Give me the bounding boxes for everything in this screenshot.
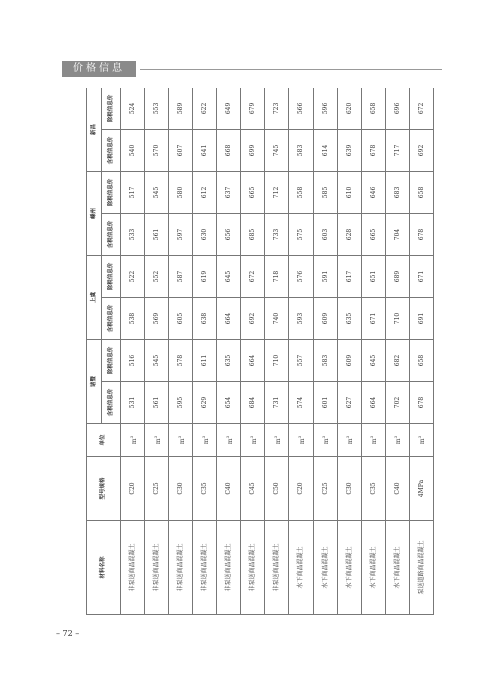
price-cell: 678 (361, 129, 385, 171)
unit-cell (361, 424, 385, 457)
price-cell: 583 (289, 129, 313, 171)
price-cell: 612 (193, 171, 217, 213)
price-cell: 589 (169, 88, 193, 129)
price-cell: 689 (385, 255, 409, 297)
unit-cell (145, 424, 169, 457)
price-cell: 696 (385, 88, 409, 129)
price-cell: 668 (217, 129, 241, 171)
price-cell: 622 (193, 88, 217, 129)
table-row (361, 88, 385, 615)
price-cell: 635 (337, 297, 361, 339)
unit-cell (313, 424, 337, 457)
material-name-cell: 水下商品混凝土 (385, 521, 409, 615)
unit-cell (241, 424, 265, 457)
price-cell: 591 (313, 255, 337, 297)
table-row (289, 88, 313, 615)
material-name-cell: 水下商品混凝土 (337, 521, 361, 615)
table-row (193, 88, 217, 615)
price-cell: 717 (385, 129, 409, 171)
unit-superscript: 3 (369, 435, 375, 439)
price-cell: 639 (337, 129, 361, 171)
price-cell: 614 (313, 129, 337, 171)
price-cell: 733 (265, 213, 289, 255)
spec-cell: C20 (121, 457, 145, 521)
price-cell: 678 (409, 382, 433, 424)
price-cell: 524 (121, 88, 145, 129)
unit-cell (169, 424, 193, 457)
unit-superscript: 3 (296, 435, 302, 439)
header-material: 材料名称 (87, 521, 121, 615)
price-cell: 585 (313, 171, 337, 213)
price-cell: 574 (289, 382, 313, 424)
spec-cell: C20 (289, 457, 313, 521)
header-city: 嵊州 (87, 171, 102, 255)
unit-cell (121, 424, 145, 457)
spec-cell: C30 (337, 457, 361, 521)
unit-text: m (226, 438, 234, 445)
spec-cell: C30 (169, 457, 193, 521)
header-city: 上虞 (87, 255, 102, 339)
spec-cell: 4MPa (409, 457, 433, 521)
price-cell: 699 (241, 129, 265, 171)
price-cell: 658 (361, 88, 385, 129)
price-cell: 595 (169, 382, 193, 424)
price-cell: 607 (169, 129, 193, 171)
unit-cell (265, 424, 289, 457)
price-cell: 641 (193, 129, 217, 171)
price-cell: 538 (121, 297, 145, 339)
spec-cell: C45 (241, 457, 265, 521)
price-cell: 671 (361, 297, 385, 339)
unit-text: m (154, 438, 162, 445)
unit-text: m (250, 438, 258, 445)
price-cell: 597 (169, 213, 193, 255)
table-body (121, 88, 434, 615)
section-title: 价格信息 (62, 61, 136, 77)
header-unit: 单位 (87, 424, 121, 457)
header-spec: 型号规格 (87, 457, 121, 521)
price-cell: 637 (217, 171, 241, 213)
unit-text: m (130, 438, 138, 445)
price-cell: 671 (409, 255, 433, 297)
price-cell: 630 (193, 213, 217, 255)
table-row (337, 88, 361, 615)
unit-cell (385, 424, 409, 457)
price-cell: 522 (121, 255, 145, 297)
price-cell: 664 (361, 382, 385, 424)
price-cell: 578 (169, 339, 193, 381)
price-cell: 583 (313, 339, 337, 381)
spec-cell: C25 (313, 457, 337, 521)
header-tax-in: 含税信息价 (102, 382, 121, 424)
header-tax-ex: 除税信息价 (102, 339, 121, 381)
price-cell: 710 (385, 297, 409, 339)
unit-cell (289, 424, 313, 457)
unit-text: m (371, 438, 379, 445)
price-cell: 558 (289, 171, 313, 213)
header-tax-ex: 除税信息价 (102, 171, 121, 213)
unit-cell (337, 424, 361, 457)
price-cell: 710 (265, 339, 289, 381)
price-cell: 552 (145, 255, 169, 297)
table-row (145, 88, 169, 615)
price-cell: 672 (241, 255, 265, 297)
material-name-cell: 水下商品混凝土 (313, 521, 337, 615)
unit-superscript: 3 (224, 435, 230, 439)
unit-text: m (274, 438, 282, 445)
price-cell: 664 (241, 339, 265, 381)
price-cell: 656 (217, 213, 241, 255)
price-cell: 561 (145, 213, 169, 255)
price-cell: 745 (265, 129, 289, 171)
price-cell: 557 (289, 339, 313, 381)
price-cell: 553 (145, 88, 169, 129)
material-name-cell: 非泵送商品混凝土 (145, 521, 169, 615)
price-cell: 517 (121, 171, 145, 213)
table-row (265, 88, 289, 615)
price-cell: 704 (385, 213, 409, 255)
unit-text: m (202, 438, 210, 445)
unit-text: m (347, 438, 355, 445)
header-tax-in: 含税信息价 (102, 213, 121, 255)
table-row (241, 88, 265, 615)
price-cell: 531 (121, 382, 145, 424)
price-cell: 638 (193, 297, 217, 339)
price-cell: 649 (217, 88, 241, 129)
price-cell: 545 (145, 339, 169, 381)
spec-cell: C40 (217, 457, 241, 521)
price-cell: 658 (409, 171, 433, 213)
section-header (62, 61, 442, 77)
header-tax-ex: 除税信息价 (102, 88, 121, 129)
price-cell: 569 (145, 297, 169, 339)
price-cell: 593 (289, 297, 313, 339)
price-cell: 629 (193, 382, 217, 424)
price-cell: 712 (265, 171, 289, 213)
price-cell: 682 (385, 339, 409, 381)
price-table-frame (86, 88, 434, 615)
price-cell: 609 (313, 297, 337, 339)
price-cell: 692 (241, 297, 265, 339)
price-cell: 646 (361, 171, 385, 213)
header-city: 新昌 (87, 88, 102, 171)
unit-text: m (178, 438, 186, 445)
page-number: – 72 – (56, 629, 80, 638)
price-cell: 723 (265, 88, 289, 129)
unit-cell (217, 424, 241, 457)
unit-text: m (395, 438, 403, 445)
header-city: 诸暨 (87, 339, 102, 423)
price-cell: 685 (241, 213, 265, 255)
unit-superscript: 3 (272, 435, 278, 439)
price-cell: 566 (289, 88, 313, 129)
price-cell: 545 (145, 171, 169, 213)
unit-superscript: 3 (128, 435, 134, 439)
price-cell: 628 (337, 213, 361, 255)
price-cell: 740 (265, 297, 289, 339)
price-cell: 683 (385, 171, 409, 213)
header-tax-ex: 除税信息价 (102, 255, 121, 297)
price-cell: 587 (169, 255, 193, 297)
price-cell: 540 (121, 129, 145, 171)
price-cell: 702 (385, 382, 409, 424)
price-cell: 645 (217, 255, 241, 297)
section-rule (140, 69, 442, 70)
header-tax-in: 含税信息价 (102, 297, 121, 339)
price-cell: 609 (337, 339, 361, 381)
price-cell: 627 (337, 382, 361, 424)
price-cell: 645 (361, 339, 385, 381)
price-cell: 678 (409, 213, 433, 255)
price-cell: 665 (361, 213, 385, 255)
material-name-cell: 非泵送商品混凝土 (121, 521, 145, 615)
unit-superscript: 3 (248, 435, 254, 439)
price-cell: 672 (409, 88, 433, 129)
unit-superscript: 3 (152, 435, 158, 439)
material-name-cell: 水下商品混凝土 (361, 521, 385, 615)
price-cell: 684 (241, 382, 265, 424)
price-cell: 635 (217, 339, 241, 381)
material-name-cell: 水下商品混凝土 (289, 521, 313, 615)
price-cell: 658 (409, 339, 433, 381)
price-cell: 620 (337, 88, 361, 129)
unit-superscript: 3 (417, 435, 423, 439)
price-cell: 603 (313, 213, 337, 255)
spec-cell: C35 (361, 457, 385, 521)
price-cell: 610 (337, 171, 361, 213)
unit-cell (193, 424, 217, 457)
table-row (409, 88, 433, 615)
price-cell: 664 (217, 297, 241, 339)
price-cell: 617 (337, 255, 361, 297)
material-name-cell: 非泵送商品混凝土 (193, 521, 217, 615)
unit-text: m (323, 438, 331, 445)
rotated-table (86, 88, 434, 615)
price-cell: 576 (289, 255, 313, 297)
material-name-cell: 非泵送商品混凝土 (241, 521, 265, 615)
material-name-cell: 泵送道路商品混凝土 (409, 521, 433, 615)
price-cell: 570 (145, 129, 169, 171)
price-cell: 596 (313, 88, 337, 129)
header-tax-in: 含税信息价 (102, 129, 121, 171)
table-row (121, 88, 145, 615)
material-name-cell: 非泵送商品混凝土 (217, 521, 241, 615)
unit-superscript: 3 (321, 435, 327, 439)
table-row (313, 88, 337, 615)
price-table (86, 88, 434, 615)
price-cell: 601 (313, 382, 337, 424)
spec-cell: C40 (385, 457, 409, 521)
material-name-cell: 非泵送商品混凝土 (169, 521, 193, 615)
price-cell: 516 (121, 339, 145, 381)
price-cell: 691 (409, 297, 433, 339)
spec-cell: C35 (193, 457, 217, 521)
price-cell: 561 (145, 382, 169, 424)
price-cell: 665 (241, 171, 265, 213)
price-cell: 533 (121, 213, 145, 255)
price-cell: 692 (409, 129, 433, 171)
unit-cell (409, 424, 433, 457)
price-cell: 731 (265, 382, 289, 424)
price-cell: 679 (241, 88, 265, 129)
unit-text: m (419, 438, 427, 445)
table-row (169, 88, 193, 615)
spec-cell: C25 (145, 457, 169, 521)
table-row (217, 88, 241, 615)
table-row (385, 88, 409, 615)
price-cell: 575 (289, 213, 313, 255)
spec-cell: C50 (265, 457, 289, 521)
price-cell: 654 (217, 382, 241, 424)
price-cell: 580 (169, 171, 193, 213)
price-cell: 718 (265, 255, 289, 297)
price-cell: 605 (169, 297, 193, 339)
price-cell: 611 (193, 339, 217, 381)
material-name-cell: 非泵送商品混凝土 (265, 521, 289, 615)
price-cell: 651 (361, 255, 385, 297)
unit-superscript: 3 (176, 435, 182, 439)
unit-text: m (298, 438, 306, 445)
unit-superscript: 3 (345, 435, 351, 439)
unit-superscript: 3 (200, 435, 206, 439)
price-cell: 619 (193, 255, 217, 297)
unit-superscript: 3 (393, 435, 399, 439)
